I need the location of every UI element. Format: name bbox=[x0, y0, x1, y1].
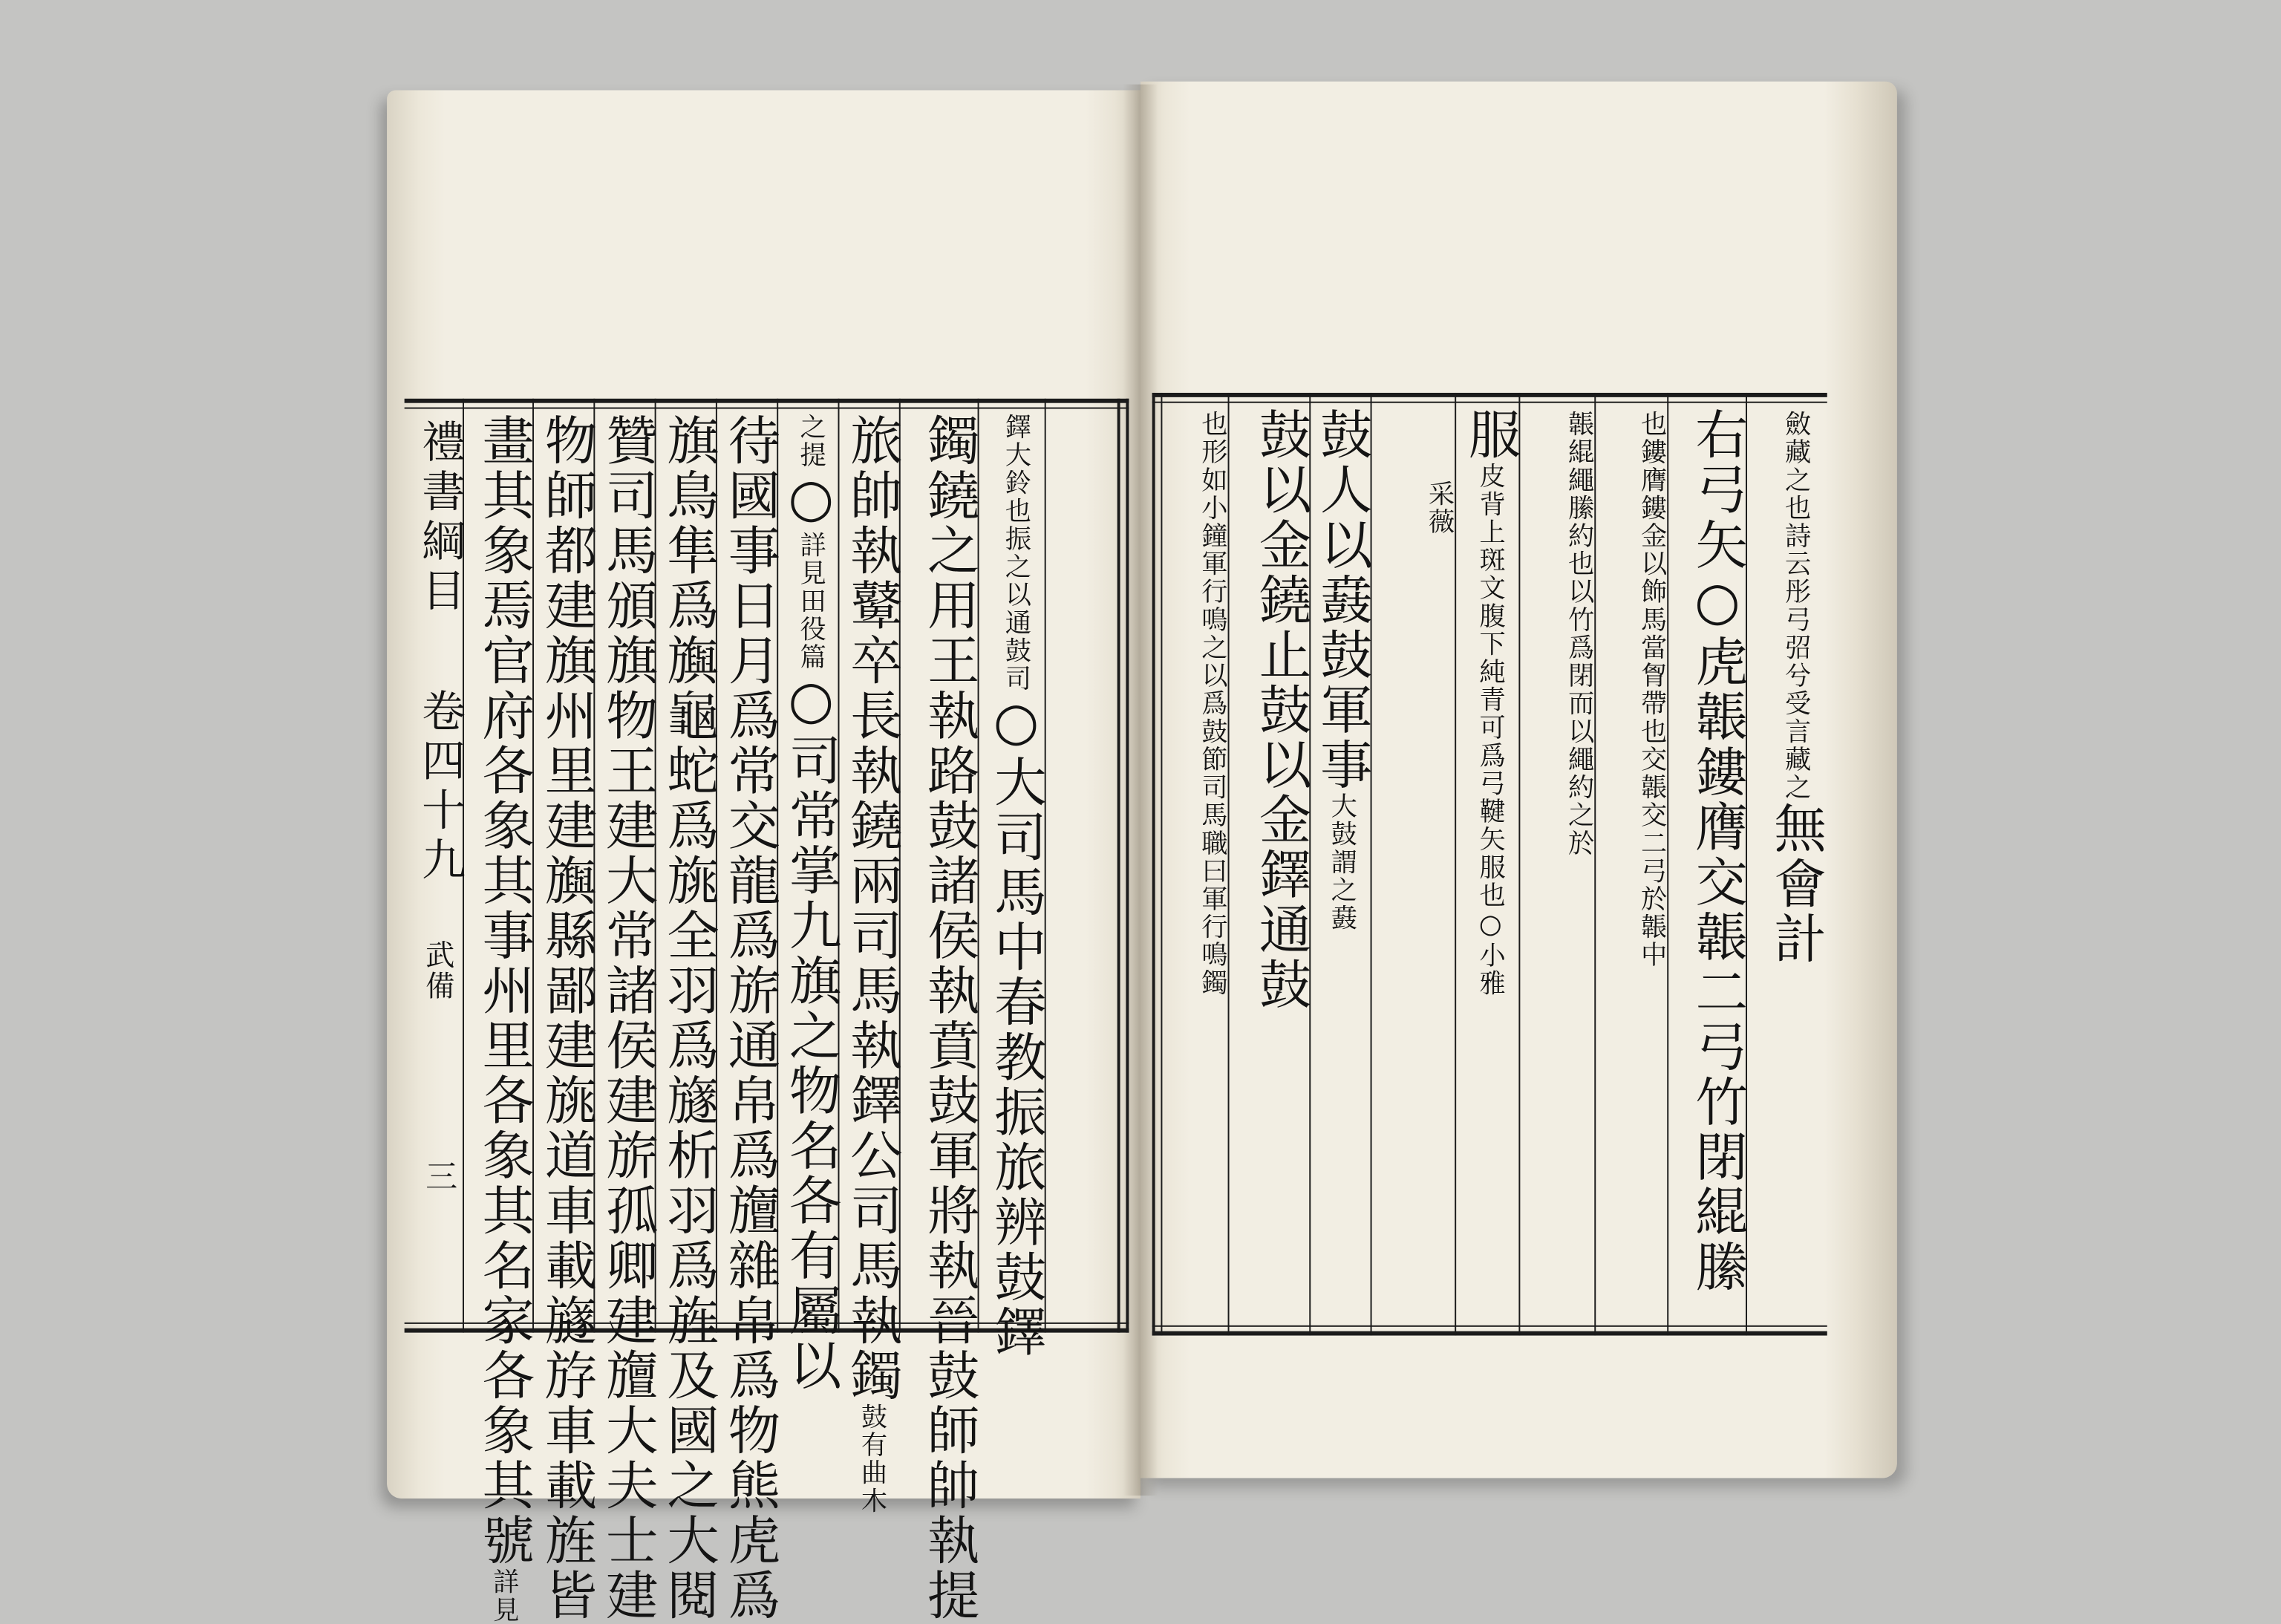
left-column-1: 鐸大鈴也振之以通鼓司○大司馬中春教振旅辨鼓鐸 bbox=[986, 413, 1046, 1360]
left-column-8: 物師都建旗州里建旟縣鄙建旐道車載旞斿車載旌皆 bbox=[536, 413, 597, 1623]
right-column-2: 右弓矢○虎韔鏤膺交韔二弓竹閉緄縢 bbox=[1687, 407, 1747, 1295]
left-column-5: 待國事日月爲常交龍爲旂通帛爲旜雜帛爲物熊虎爲 bbox=[719, 413, 780, 1623]
left-column-6: 旗鳥隼爲旟龜蛇爲旐全羽爲旞析羽爲旌及國之大閱 bbox=[659, 413, 719, 1623]
left-column-9: 畫其象焉官府各象其事州里各象其名家各象其號詳見 bbox=[474, 413, 535, 1624]
left-column-7: 贊司馬頒旗物王建大常諸侯建旂孤卿建旜大夫士建 bbox=[598, 413, 658, 1623]
left-column-3: 旅帥執鼙卒長執鐃兩司馬執鐸公司馬執鐲鼓有曲木 bbox=[842, 413, 902, 1515]
right-column-7: 鼓人以鼖鼓軍事大鼓謂之鼖 bbox=[1312, 407, 1372, 933]
right-frame bbox=[1152, 393, 1827, 1336]
book-title: 禮書綱目 bbox=[413, 419, 464, 617]
left-column-4: 之提○詳見田役篇○司常掌九旗之物名各有屬以 bbox=[781, 413, 841, 1394]
right-column-1: 斂藏之也詩云彤弓弨兮受言藏之無會計 bbox=[1766, 410, 1826, 967]
section-title: 武備 bbox=[420, 939, 456, 1002]
left-column-2: 鐲鐃之用王執路鼓諸侯執賁鼓軍將執晉鼓師帥執提 bbox=[919, 413, 979, 1623]
right-column-3: 也鏤膺鏤金以飾馬當胷帶也交韔交二弓於韔中 bbox=[1636, 410, 1668, 969]
right-column-8: 鼓以金鐃止鼓以金鐸通鼓 bbox=[1250, 407, 1311, 1013]
volume-number: 卷四十九 bbox=[413, 688, 464, 887]
left-header-column bbox=[408, 419, 464, 1321]
right-column-6: 采薇 bbox=[1424, 480, 1455, 536]
left-frame bbox=[405, 399, 1129, 1624]
right-column-4: 韔緄繩縢約也以竹爲閉而以繩約之於 bbox=[1564, 410, 1595, 858]
right-column-9: 也形如小鐘軍行鳴之以爲鼓節司馬職曰軍行鳴鐲 bbox=[1197, 410, 1228, 997]
right-column-5: 服皮背上斑文腹下純青可爲弓鞬矢服也○小雅 bbox=[1461, 407, 1521, 998]
leaf-number: 三 bbox=[420, 1160, 457, 1193]
